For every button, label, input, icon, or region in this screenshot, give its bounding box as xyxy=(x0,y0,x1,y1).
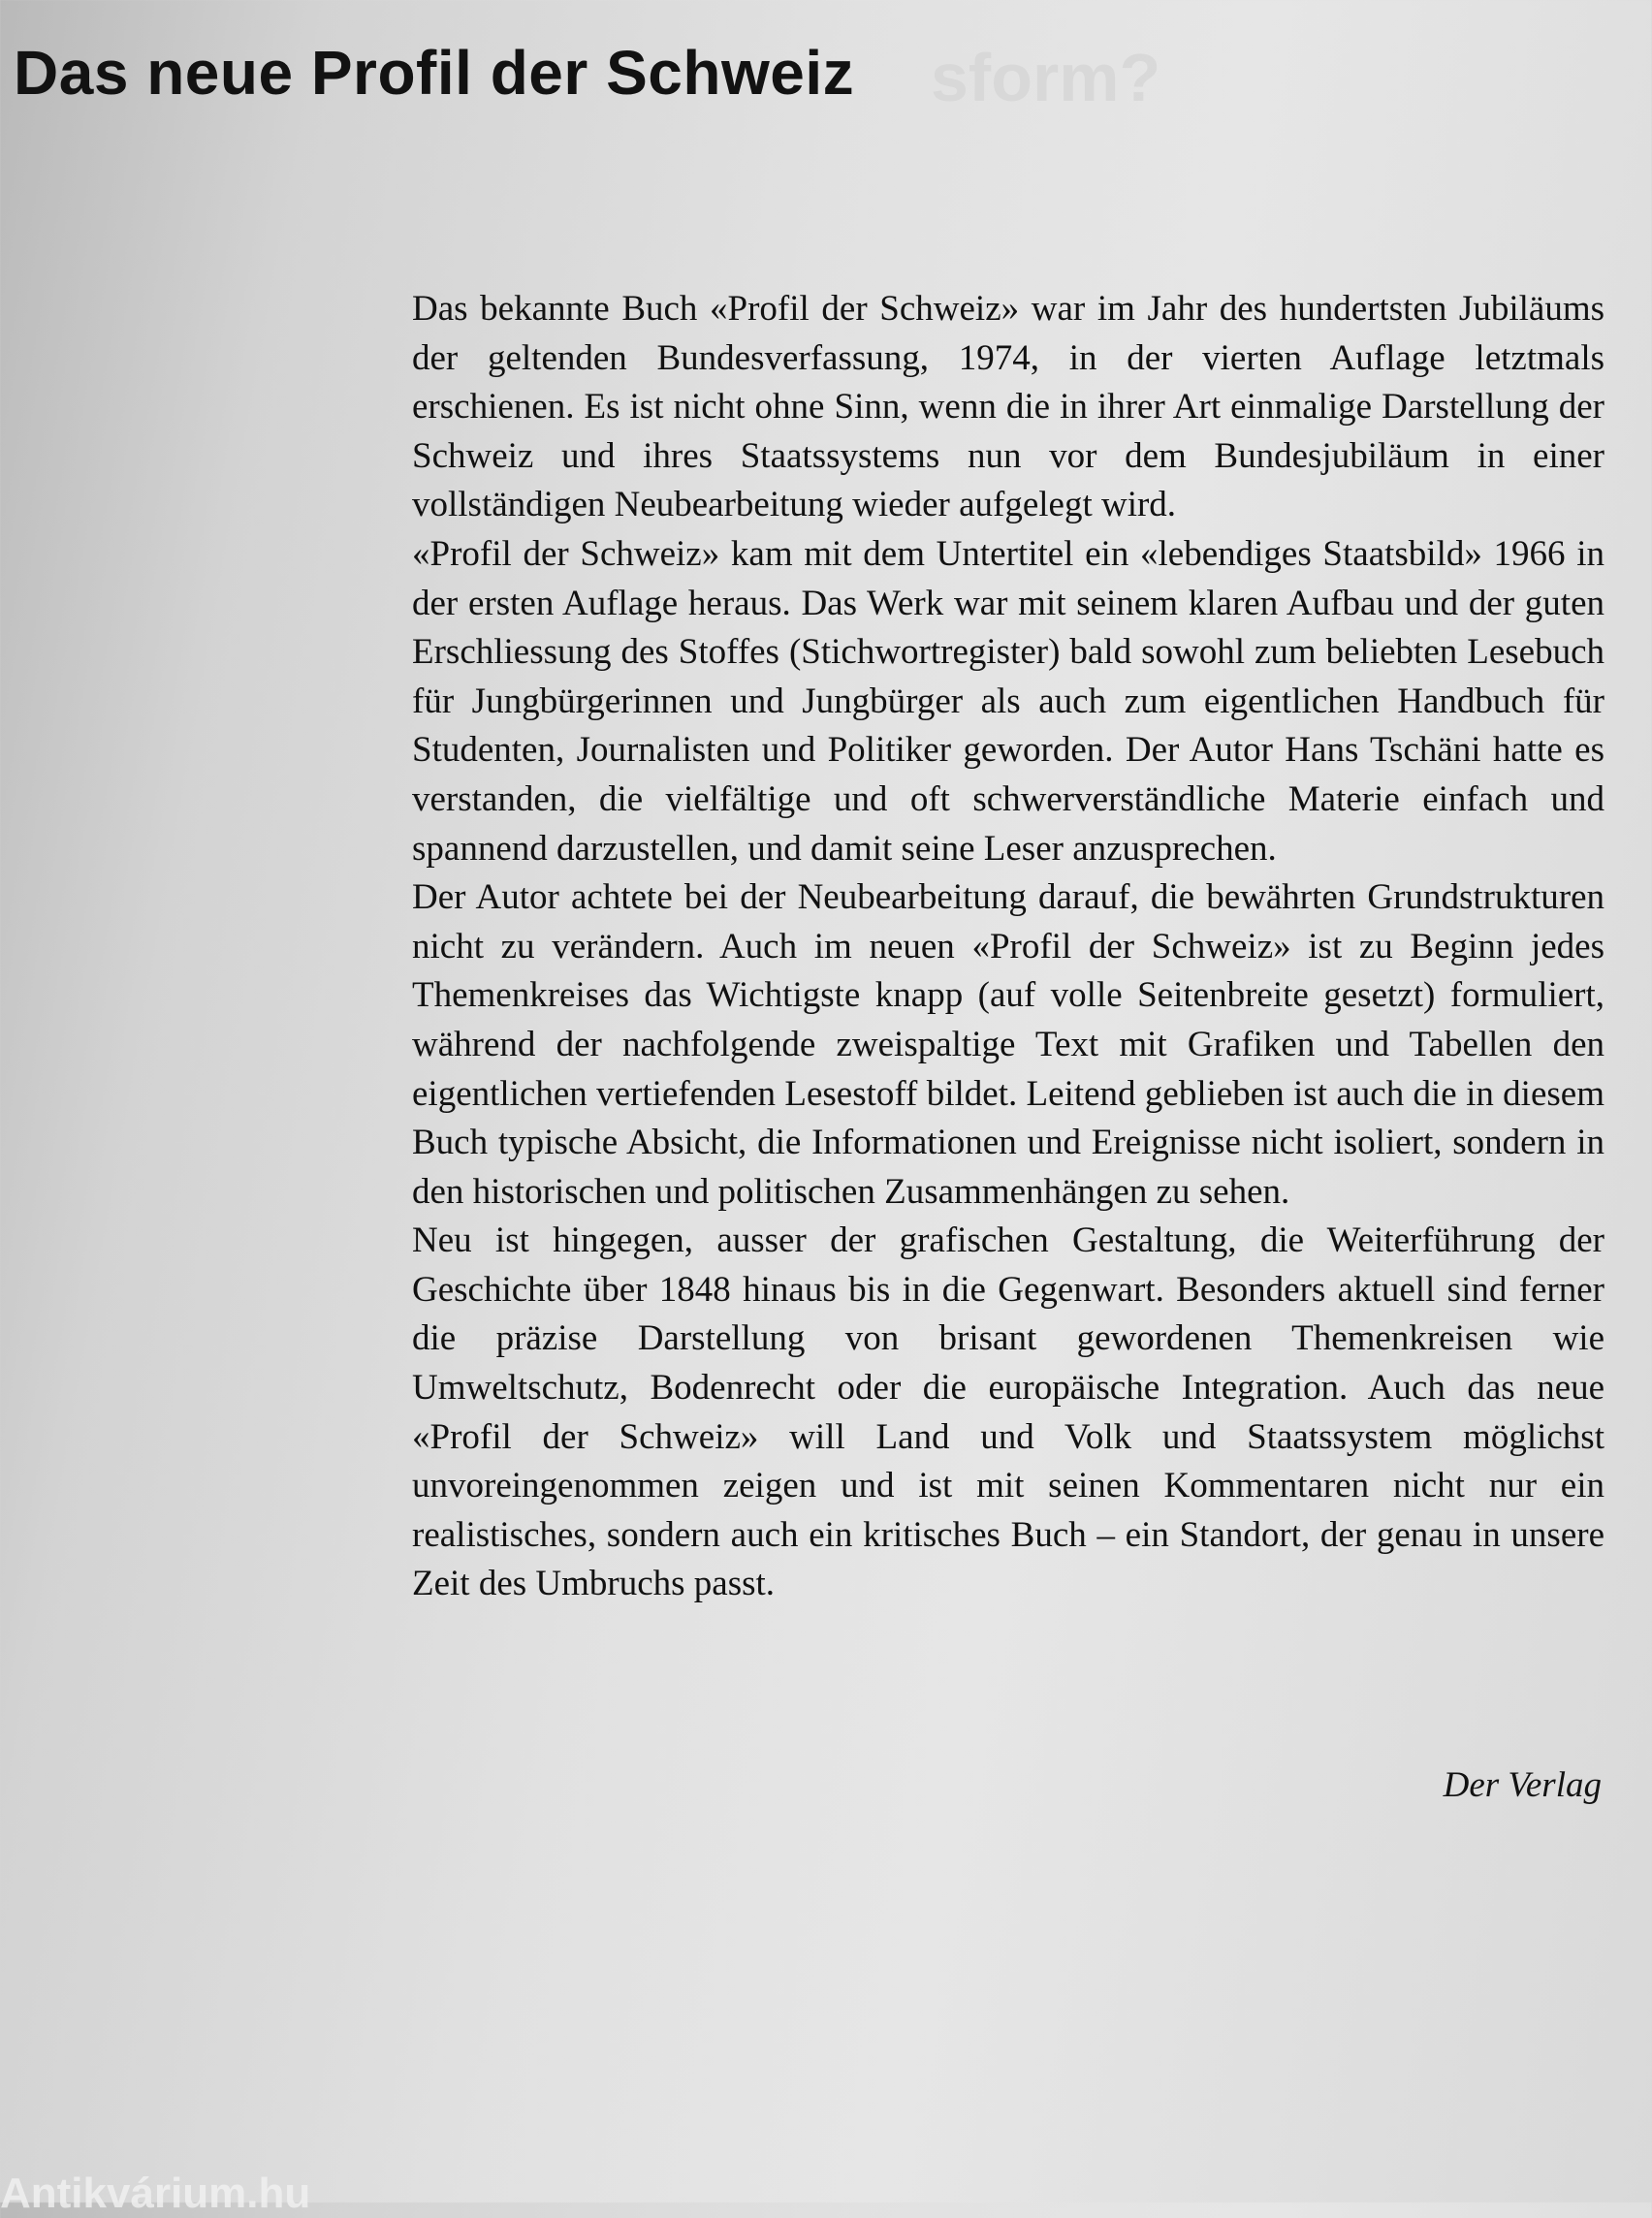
body-text xyxy=(412,285,1604,1609)
paragraph-4: Neu ist hingegen, ausser der grafischen Gestaltung, die Weiterführung der Geschichte über 1848 hinaus bis in die Gegenwart. Besonders aktuell sind ferner die präzise Darstellung von brisant gewordenen Themenkreisen wie Umweltschutz, Bodenrecht oder die europäische Integration. Auch das neue «Profil der Schweiz» will Land und Volk und Staatssystem möglichst unvoreingenommen zeigen und ist mit seinen Kommentaren nicht nur ein realistisches, sondern auch ein kritisches Buch – ein Standort, der genau in unsere Zeit des Umbruchs passt. xyxy=(412,1220,1604,1604)
page-title: Das neue Profil der Schweiz xyxy=(14,38,855,108)
watermark: Antikvárium.hu xyxy=(0,2170,311,2217)
paragraph-2: «Profil der Schweiz» kam mit dem Untertitel ein «lebendiges Staatsbild» 1966 in der ersten Auflage heraus. Das Werk war mit seinem klaren Aufbau und der guten Erschliessung des Stoffes (Stichwortregister) bald sowohl zum beliebten Lesebuch für Jungbürgerinnen und Jungbürger als auch zum eigentlichen Handbuch für Studenten, Journalisten und Politiker geworden. Der Autor Hans Tschäni hatte es verstanden, die vielfältige und oft schwerverständliche Materie einfach und spannend darzustellen, und damit seine Leser anzusprechen. xyxy=(412,533,1604,869)
paragraph-1: Das bekannte Buch «Profil der Schweiz» war im Jahr des hundertsten Jubiläums der geltenden Bundesverfassung, 1974, in der vierten Auflage letztmals erschienen. Es ist nicht ohne Sinn, wenn die in ihrer Art einmalige Darstellung der Schweiz und ihres Staatssystems nun vor dem Bundesjubiläum in einer vollständigen Neubearbeitung wieder aufgelegt wird. xyxy=(412,289,1604,525)
paragraph-3: Der Autor achtete bei der Neubearbeitung darauf, die bewährten Grundstrukturen nicht zu verändern. Auch im neuen «Profil der Schweiz» ist zu Beginn jedes Themenkreises das Wichtigste knapp (auf volle Seitenbreite gesetzt) formuliert, während der nachfolgende zweispaltige Text mit Grafiken und Tabellen den eigentlichen vertiefenden Lesestoff bildet. Leitend geblieben ist auch die in diesem Buch typische Absicht, die Informationen und Ereignisse nicht isoliert, sondern in den historischen und politischen Zusammenhängen zu sehen. xyxy=(412,877,1604,1212)
bleed-through-text: sform? xyxy=(931,40,1161,115)
publisher-signature: Der Verlag xyxy=(1443,1765,1602,1805)
